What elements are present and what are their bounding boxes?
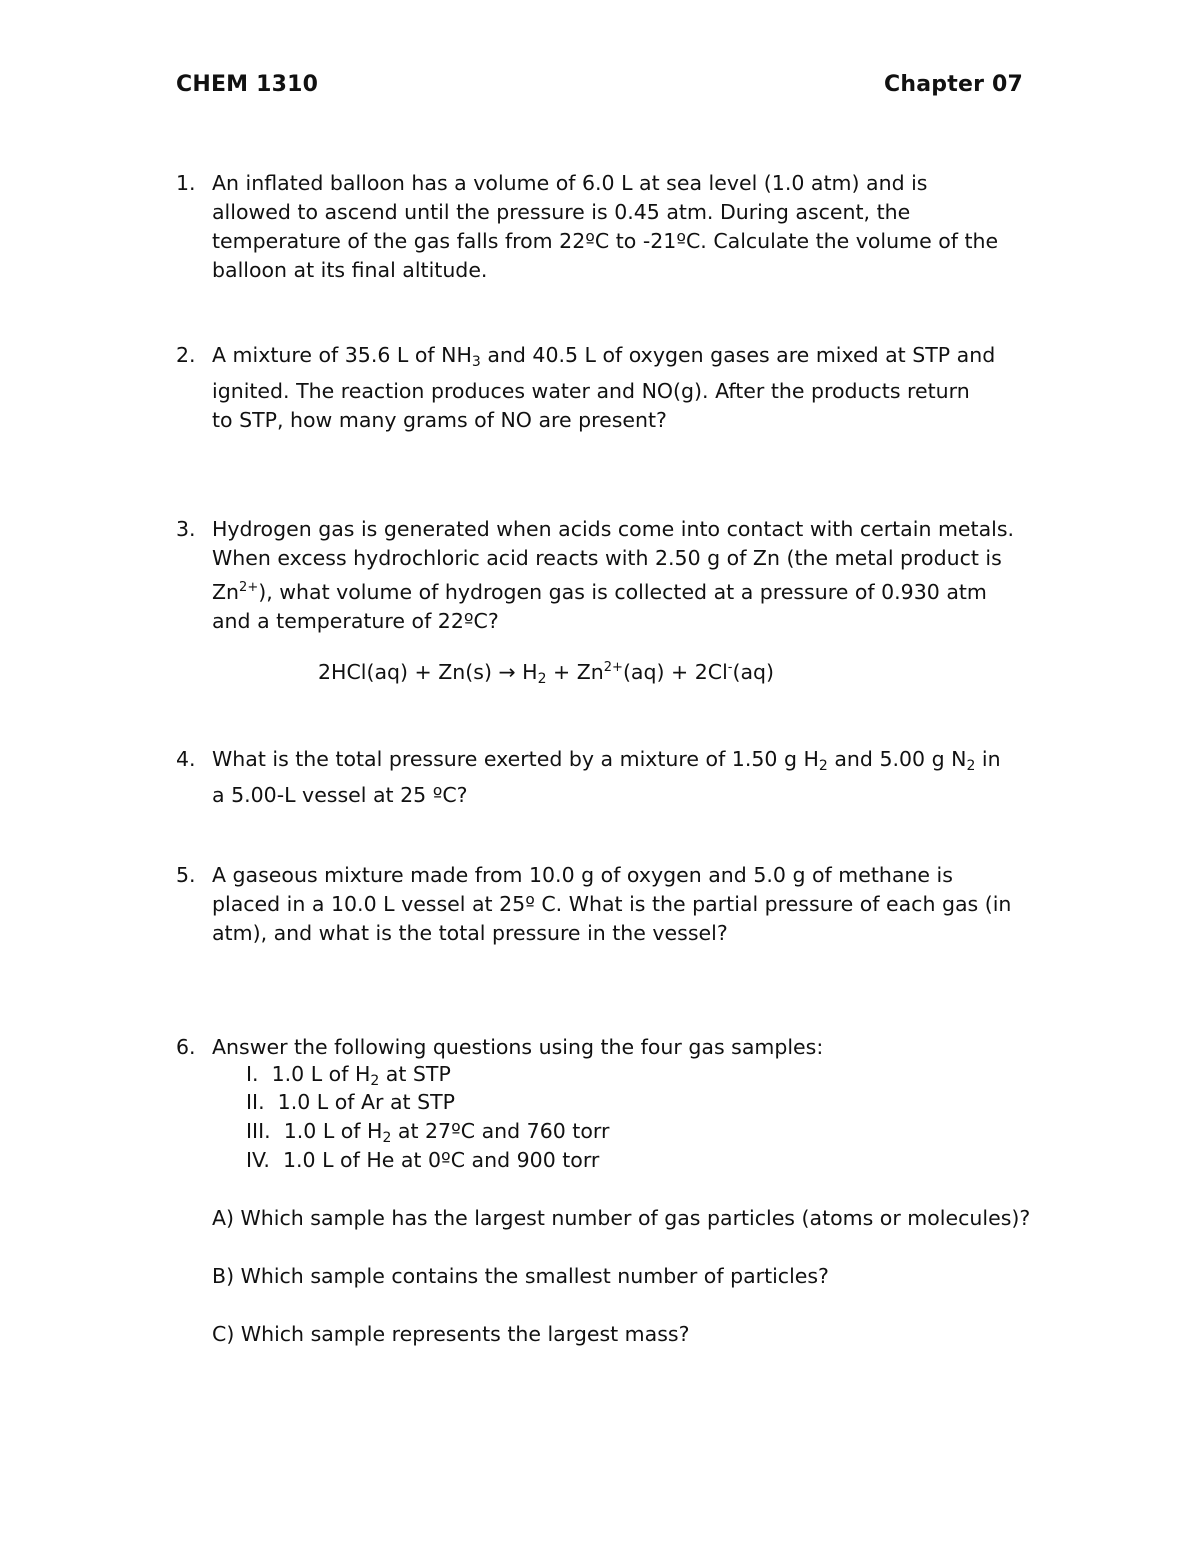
chapter-title: Chapter 07 xyxy=(884,72,1023,97)
question-text-line: A gaseous mixture made from 10.0 g of oxygen and 5.0 g of methane is xyxy=(212,863,953,887)
question-text-line: Answer the following questions using the four gas samples: xyxy=(212,1035,824,1059)
question-text-line: balloon at its final altitude. xyxy=(212,258,488,282)
question-text-line: atm), and what is the total pressure in the vessel? xyxy=(212,921,728,945)
question-6 xyxy=(176,1033,1056,1062)
course-title: CHEM 1310 xyxy=(176,72,319,97)
gas-sample-2: II. 1.0 L of Ar at STP xyxy=(246,1090,455,1114)
question-text-line: ignited. The reaction produces water and NO(g). After the products return xyxy=(212,379,970,403)
gas-sample-3: III. 1.0 L of $H_2$ at 27ºC and 760 torr xyxy=(246,1119,610,1146)
question-number: 5. xyxy=(176,863,196,887)
question-text-line: What is the total pressure exerted by a mixture of 1.50 g $H_2$ and 5.00 g $N_2$ in xyxy=(212,747,1001,774)
question-number: 2. xyxy=(176,343,196,367)
question-4 xyxy=(176,745,1056,810)
question-text-line: A mixture of 35.6 L of $NH_3$ and 40.5 L of oxygen gases are mixed at STP and xyxy=(212,343,996,370)
question-2 xyxy=(176,341,1056,435)
question-number: 3. xyxy=(176,517,196,541)
question-text-line: to STP, how many grams of NO are present? xyxy=(212,408,667,432)
question-text-line: placed in a 10.0 L vessel at 25º C. What is the partial pressure of each gas (in xyxy=(212,892,1012,916)
question-1 xyxy=(176,169,1056,285)
question-text-line: An inflated balloon has a volume of 6.0 L at sea level (1.0 atm) and is xyxy=(212,171,928,195)
question-text-line: a 5.00-L vessel at 25 ºC? xyxy=(212,783,468,807)
question-text-line: temperature of the gas falls from 22ºC to -21ºC. Calculate the volume of the xyxy=(212,229,999,253)
question-6-part-c: C) Which sample represents the largest mass? xyxy=(212,1322,690,1346)
question-text-line: $Zn^{2+}$), what volume of hydrogen gas is collected at a pressure of 0.930 atm xyxy=(212,580,987,604)
question-6-part-a: A) Which sample has the largest number of gas particles (atoms or molecules)? xyxy=(212,1206,1031,1230)
gas-sample-4: IV. 1.0 L of He at 0ºC and 900 torr xyxy=(246,1148,600,1172)
question-3 xyxy=(176,515,1056,636)
gas-sample-1: I. 1.0 L of $H_2$ at STP xyxy=(246,1062,451,1089)
question-number: 6. xyxy=(176,1035,196,1059)
question-text-line: allowed to ascend until the pressure is 0.45 atm. During ascent, the xyxy=(212,200,911,224)
question-text-line: When excess hydrochloric acid reacts with 2.50 g of Zn (the metal product is xyxy=(212,546,1002,570)
reaction-equation: $2HCl(aq) + Zn(s) \to H_2 + Zn^{2+}(aq) + 2Cl^-(aq)$ xyxy=(318,660,775,687)
question-text-line: and a temperature of 22ºC? xyxy=(212,609,499,633)
question-text-line: Hydrogen gas is generated when acids come into contact with certain metals. xyxy=(212,517,1015,541)
question-number: 1. xyxy=(176,171,196,195)
question-6-part-b: B) Which sample contains the smallest number of particles? xyxy=(212,1264,829,1288)
question-5 xyxy=(176,861,1056,948)
question-number: 4. xyxy=(176,747,196,771)
